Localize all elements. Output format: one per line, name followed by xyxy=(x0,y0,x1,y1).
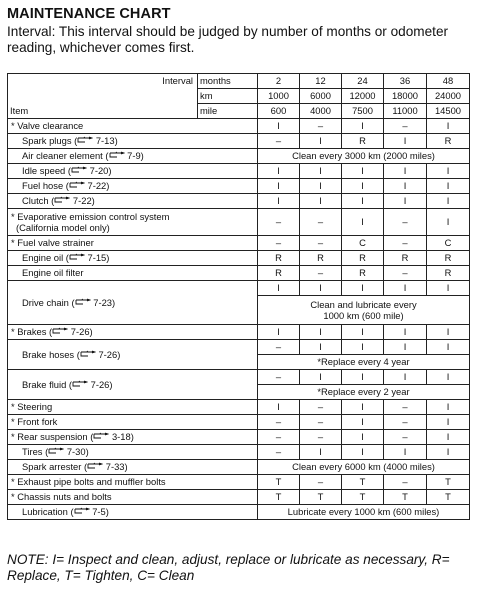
row-drive-chain xyxy=(8,281,470,296)
item-name xyxy=(8,149,258,164)
manual-book-icon xyxy=(69,180,85,192)
maintenance-table xyxy=(7,73,470,520)
interval-cell: I xyxy=(427,164,470,179)
manual-book-icon xyxy=(77,135,93,147)
page-reference: 7-9) xyxy=(124,150,144,161)
page-reference: 7-13) xyxy=(93,135,118,146)
interval-cell: I xyxy=(384,179,427,194)
interval-cell: R xyxy=(258,266,300,281)
item-name: * Exhaust pipe bolts and muffler bolts xyxy=(8,475,258,490)
note-line: 1000 km (600 mile) xyxy=(323,310,404,321)
row-exhaust-bolts xyxy=(8,475,470,490)
interval-cell: I xyxy=(427,325,470,340)
item-name: Engine oil filter xyxy=(8,266,258,281)
interval-cell: – xyxy=(300,415,342,430)
page-reference: 7-23) xyxy=(90,296,116,308)
row-tires xyxy=(8,445,470,460)
km-value: 12000 xyxy=(342,89,384,104)
item-label: Fuel hose ( xyxy=(22,180,69,191)
interval-cell: I xyxy=(342,340,384,355)
page-reference: 7-30) xyxy=(64,446,89,457)
page-reference: 7-22) xyxy=(70,195,95,206)
item-name xyxy=(8,194,258,209)
interval-cell: C xyxy=(342,236,384,251)
item-name: * Front fork xyxy=(8,415,258,430)
item-label: Brake fluid ( xyxy=(22,378,73,390)
interval-cell: I xyxy=(384,445,427,460)
interval-cell: – xyxy=(258,445,300,460)
interval-cell: R xyxy=(384,251,427,266)
item-label: Idle speed ( xyxy=(22,165,71,176)
interval-span-note: *Replace every 2 year xyxy=(258,385,470,400)
manual-book-icon xyxy=(75,297,91,309)
row-rear-suspension xyxy=(8,430,470,445)
interval-cell: R xyxy=(342,266,384,281)
page-reference: 7-15) xyxy=(84,252,110,263)
interval-cell: I xyxy=(427,370,470,385)
interval-cell: I xyxy=(258,194,300,209)
item-name xyxy=(8,505,258,520)
interval-cell: I xyxy=(427,119,470,134)
mile-value: 4000 xyxy=(300,104,342,119)
row-steering xyxy=(8,400,470,415)
manual-book-icon xyxy=(54,195,70,207)
item-name xyxy=(8,340,258,370)
interval-cell: I xyxy=(342,209,384,236)
manual-book-icon xyxy=(72,379,88,391)
interval-cell: – xyxy=(300,236,342,251)
interval-cell: T xyxy=(342,490,384,505)
interval-cell: I xyxy=(427,400,470,415)
unit-months: months xyxy=(198,74,258,89)
unit-mile: mile xyxy=(198,104,258,119)
interval-cell: I xyxy=(258,119,300,134)
interval-cell: T xyxy=(342,475,384,490)
interval-cell: – xyxy=(384,266,427,281)
interval-cell: I xyxy=(300,194,342,209)
interval-cell: – xyxy=(300,119,342,134)
interval-cell: – xyxy=(384,400,427,415)
item-name: * Steering xyxy=(8,400,258,415)
item-name: * Valve clearance xyxy=(8,119,258,134)
manual-book-icon xyxy=(87,461,103,473)
item-label: * Brakes ( xyxy=(11,326,53,337)
item-name: * Fuel valve strainer xyxy=(8,236,258,251)
months-value: 24 xyxy=(342,74,384,89)
interval-cell: I xyxy=(300,445,342,460)
interval-cell: R xyxy=(427,251,470,266)
interval-cell: I xyxy=(384,281,427,296)
interval-cell: I xyxy=(342,415,384,430)
interval-cell: T xyxy=(258,475,300,490)
interval-cell: I xyxy=(300,281,342,296)
interval-cell: I xyxy=(342,400,384,415)
interval-cell: – xyxy=(384,430,427,445)
item-label: * Evaporative emission control system xyxy=(11,211,170,222)
item-name: * Chassis nuts and bolts xyxy=(8,490,258,505)
months-value: 36 xyxy=(384,74,427,89)
interval-cell: I xyxy=(300,164,342,179)
interval-cell: T xyxy=(427,475,470,490)
item-name xyxy=(8,209,258,236)
item-label: * Rear suspension ( xyxy=(11,431,94,442)
interval-cell: I xyxy=(384,164,427,179)
interval-cell: – xyxy=(300,266,342,281)
interval-cell: I xyxy=(342,430,384,445)
months-value: 12 xyxy=(300,74,342,89)
interval-span-note xyxy=(258,296,470,325)
months-value: 48 xyxy=(427,74,470,89)
mile-value: 11000 xyxy=(384,104,427,119)
interval-cell: – xyxy=(258,340,300,355)
page-reference: 7-20) xyxy=(87,165,112,176)
interval-cell: I xyxy=(342,325,384,340)
mile-value: 600 xyxy=(258,104,300,119)
interval-cell: I xyxy=(258,281,300,296)
page-reference: 7-26) xyxy=(95,348,121,360)
km-value: 18000 xyxy=(384,89,427,104)
mile-value: 14500 xyxy=(427,104,470,119)
item-header: Item xyxy=(8,104,198,119)
interval-cell: R xyxy=(300,251,342,266)
interval-cell: R xyxy=(427,266,470,281)
item-label: Spark plugs ( xyxy=(22,135,78,146)
interval-cell: – xyxy=(258,430,300,445)
manual-book-icon xyxy=(93,431,109,443)
interval-cell: – xyxy=(384,415,427,430)
manual-book-icon xyxy=(48,446,64,458)
interval-cell: I xyxy=(300,179,342,194)
page-reference: 7-26) xyxy=(88,378,113,390)
interval-cell: – xyxy=(300,209,342,236)
interval-cell: I xyxy=(342,194,384,209)
item-name xyxy=(8,460,258,475)
months-value: 2 xyxy=(258,74,300,89)
interval-cell: I xyxy=(300,340,342,355)
row-front-fork xyxy=(8,415,470,430)
item-label: Drive chain ( xyxy=(22,296,75,308)
row-clutch xyxy=(8,194,470,209)
row-engine-oil xyxy=(8,251,470,266)
interval-span-note: Clean every 6000 km (4000 miles) xyxy=(258,460,470,475)
interval-span-note: *Replace every 4 year xyxy=(258,355,470,370)
interval-cell: I xyxy=(342,164,384,179)
interval-cell: I xyxy=(258,164,300,179)
item-label: Air cleaner element ( xyxy=(22,150,109,161)
interval-description: Interval: This interval should be judged by number of months or odometer reading, whichever comes first. xyxy=(7,24,449,55)
interval-cell: I xyxy=(342,281,384,296)
item-name xyxy=(8,179,258,194)
interval-cell: I xyxy=(427,179,470,194)
header-row-mile xyxy=(8,104,470,119)
manual-book-icon xyxy=(74,506,90,518)
interval-header: Interval xyxy=(8,74,198,89)
interval-cell: I xyxy=(384,134,427,149)
interval-cell: T xyxy=(300,490,342,505)
interval-cell: – xyxy=(300,430,342,445)
interval-cell: R xyxy=(258,251,300,266)
interval-cell: – xyxy=(384,475,427,490)
interval-cell: T xyxy=(427,490,470,505)
page-title: MAINTENANCE CHART xyxy=(7,6,171,22)
item-name xyxy=(8,134,258,149)
item-label: Brake hoses ( xyxy=(22,348,80,360)
item-sublabel: (California model only) xyxy=(16,222,110,233)
row-engine-oil-filter xyxy=(8,266,470,281)
interval-cell: I xyxy=(384,370,427,385)
manual-book-icon xyxy=(71,165,87,177)
unit-km: km xyxy=(198,89,258,104)
header-row-km xyxy=(8,89,470,104)
interval-cell: – xyxy=(258,134,300,149)
interval-cell: I xyxy=(300,370,342,385)
km-value: 24000 xyxy=(427,89,470,104)
interval-cell: I xyxy=(258,325,300,340)
page-reference: 7-5) xyxy=(89,506,109,517)
interval-cell: – xyxy=(300,475,342,490)
interval-cell: I xyxy=(258,179,300,194)
row-fuel-hose xyxy=(8,179,470,194)
interval-cell: – xyxy=(300,400,342,415)
row-chassis-bolts xyxy=(8,490,470,505)
item-name xyxy=(8,430,258,445)
legend-note: NOTE: I= Inspect and clean, adjust, replace or lubricate as necessary, R= Replace, T= Tighten, C= Clean xyxy=(7,552,450,583)
header-spacer xyxy=(8,89,198,104)
row-fuel-valve-strainer xyxy=(8,236,470,251)
row-evaporative-emission xyxy=(8,209,470,236)
row-brake-fluid xyxy=(8,370,470,385)
page-reference: 3-18) xyxy=(109,431,134,442)
interval-cell: – xyxy=(384,119,427,134)
interval-cell: I xyxy=(384,325,427,340)
interval-cell: T xyxy=(258,490,300,505)
interval-cell: – xyxy=(258,370,300,385)
item-name xyxy=(8,325,258,340)
header-row-months xyxy=(8,74,470,89)
interval-span-note: Lubricate every 1000 km (600 miles) xyxy=(258,505,470,520)
interval-cell: – xyxy=(384,236,427,251)
row-spark-plugs xyxy=(8,134,470,149)
item-label: Clutch ( xyxy=(22,195,55,206)
row-brakes xyxy=(8,325,470,340)
row-air-cleaner xyxy=(8,149,470,164)
mile-value: 7500 xyxy=(342,104,384,119)
note-line: Clean and lubricate every xyxy=(310,299,417,310)
item-name xyxy=(8,164,258,179)
page-reference: 7-26) xyxy=(68,326,93,337)
row-brake-hoses xyxy=(8,340,470,355)
page-reference: 7-33) xyxy=(103,461,128,472)
row-valve-clearance xyxy=(8,119,470,134)
interval-cell: – xyxy=(384,209,427,236)
km-value: 1000 xyxy=(258,89,300,104)
manual-book-icon xyxy=(109,150,125,162)
item-label: Spark arrester ( xyxy=(22,461,88,472)
row-lubrication xyxy=(8,505,470,520)
interval-cell: I xyxy=(342,179,384,194)
interval-cell: – xyxy=(258,209,300,236)
interval-cell: T xyxy=(384,490,427,505)
interval-cell: I xyxy=(427,430,470,445)
item-name xyxy=(8,251,258,266)
interval-span-note: Clean every 3000 km (2000 miles) xyxy=(258,149,470,164)
interval-cell: I xyxy=(384,340,427,355)
item-name xyxy=(8,370,258,400)
row-spark-arrester xyxy=(8,460,470,475)
interval-cell: I xyxy=(300,134,342,149)
interval-cell: I xyxy=(427,194,470,209)
interval-cell: I xyxy=(384,194,427,209)
interval-cell: R xyxy=(342,251,384,266)
page-reference: 7-22) xyxy=(84,180,110,191)
interval-cell: R xyxy=(427,134,470,149)
interval-cell: I xyxy=(342,119,384,134)
interval-cell: I xyxy=(258,400,300,415)
interval-cell: I xyxy=(427,340,470,355)
manual-book-icon xyxy=(80,349,96,361)
interval-cell: I xyxy=(300,325,342,340)
manual-book-icon xyxy=(69,252,85,264)
interval-cell: R xyxy=(342,134,384,149)
interval-cell: – xyxy=(258,415,300,430)
manual-book-icon xyxy=(52,326,68,338)
interval-cell: I xyxy=(342,370,384,385)
item-label: Tires ( xyxy=(22,446,49,457)
item-label: Engine oil ( xyxy=(22,252,69,263)
item-name xyxy=(8,445,258,460)
interval-cell: I xyxy=(427,445,470,460)
km-value: 6000 xyxy=(300,89,342,104)
interval-cell: – xyxy=(258,236,300,251)
interval-cell: I xyxy=(427,281,470,296)
interval-cell: I xyxy=(342,445,384,460)
interval-cell: I xyxy=(427,209,470,236)
interval-cell: C xyxy=(427,236,470,251)
row-idle-speed xyxy=(8,164,470,179)
item-label: Lubrication ( xyxy=(22,506,74,517)
interval-cell: I xyxy=(427,415,470,430)
item-name xyxy=(8,281,258,325)
